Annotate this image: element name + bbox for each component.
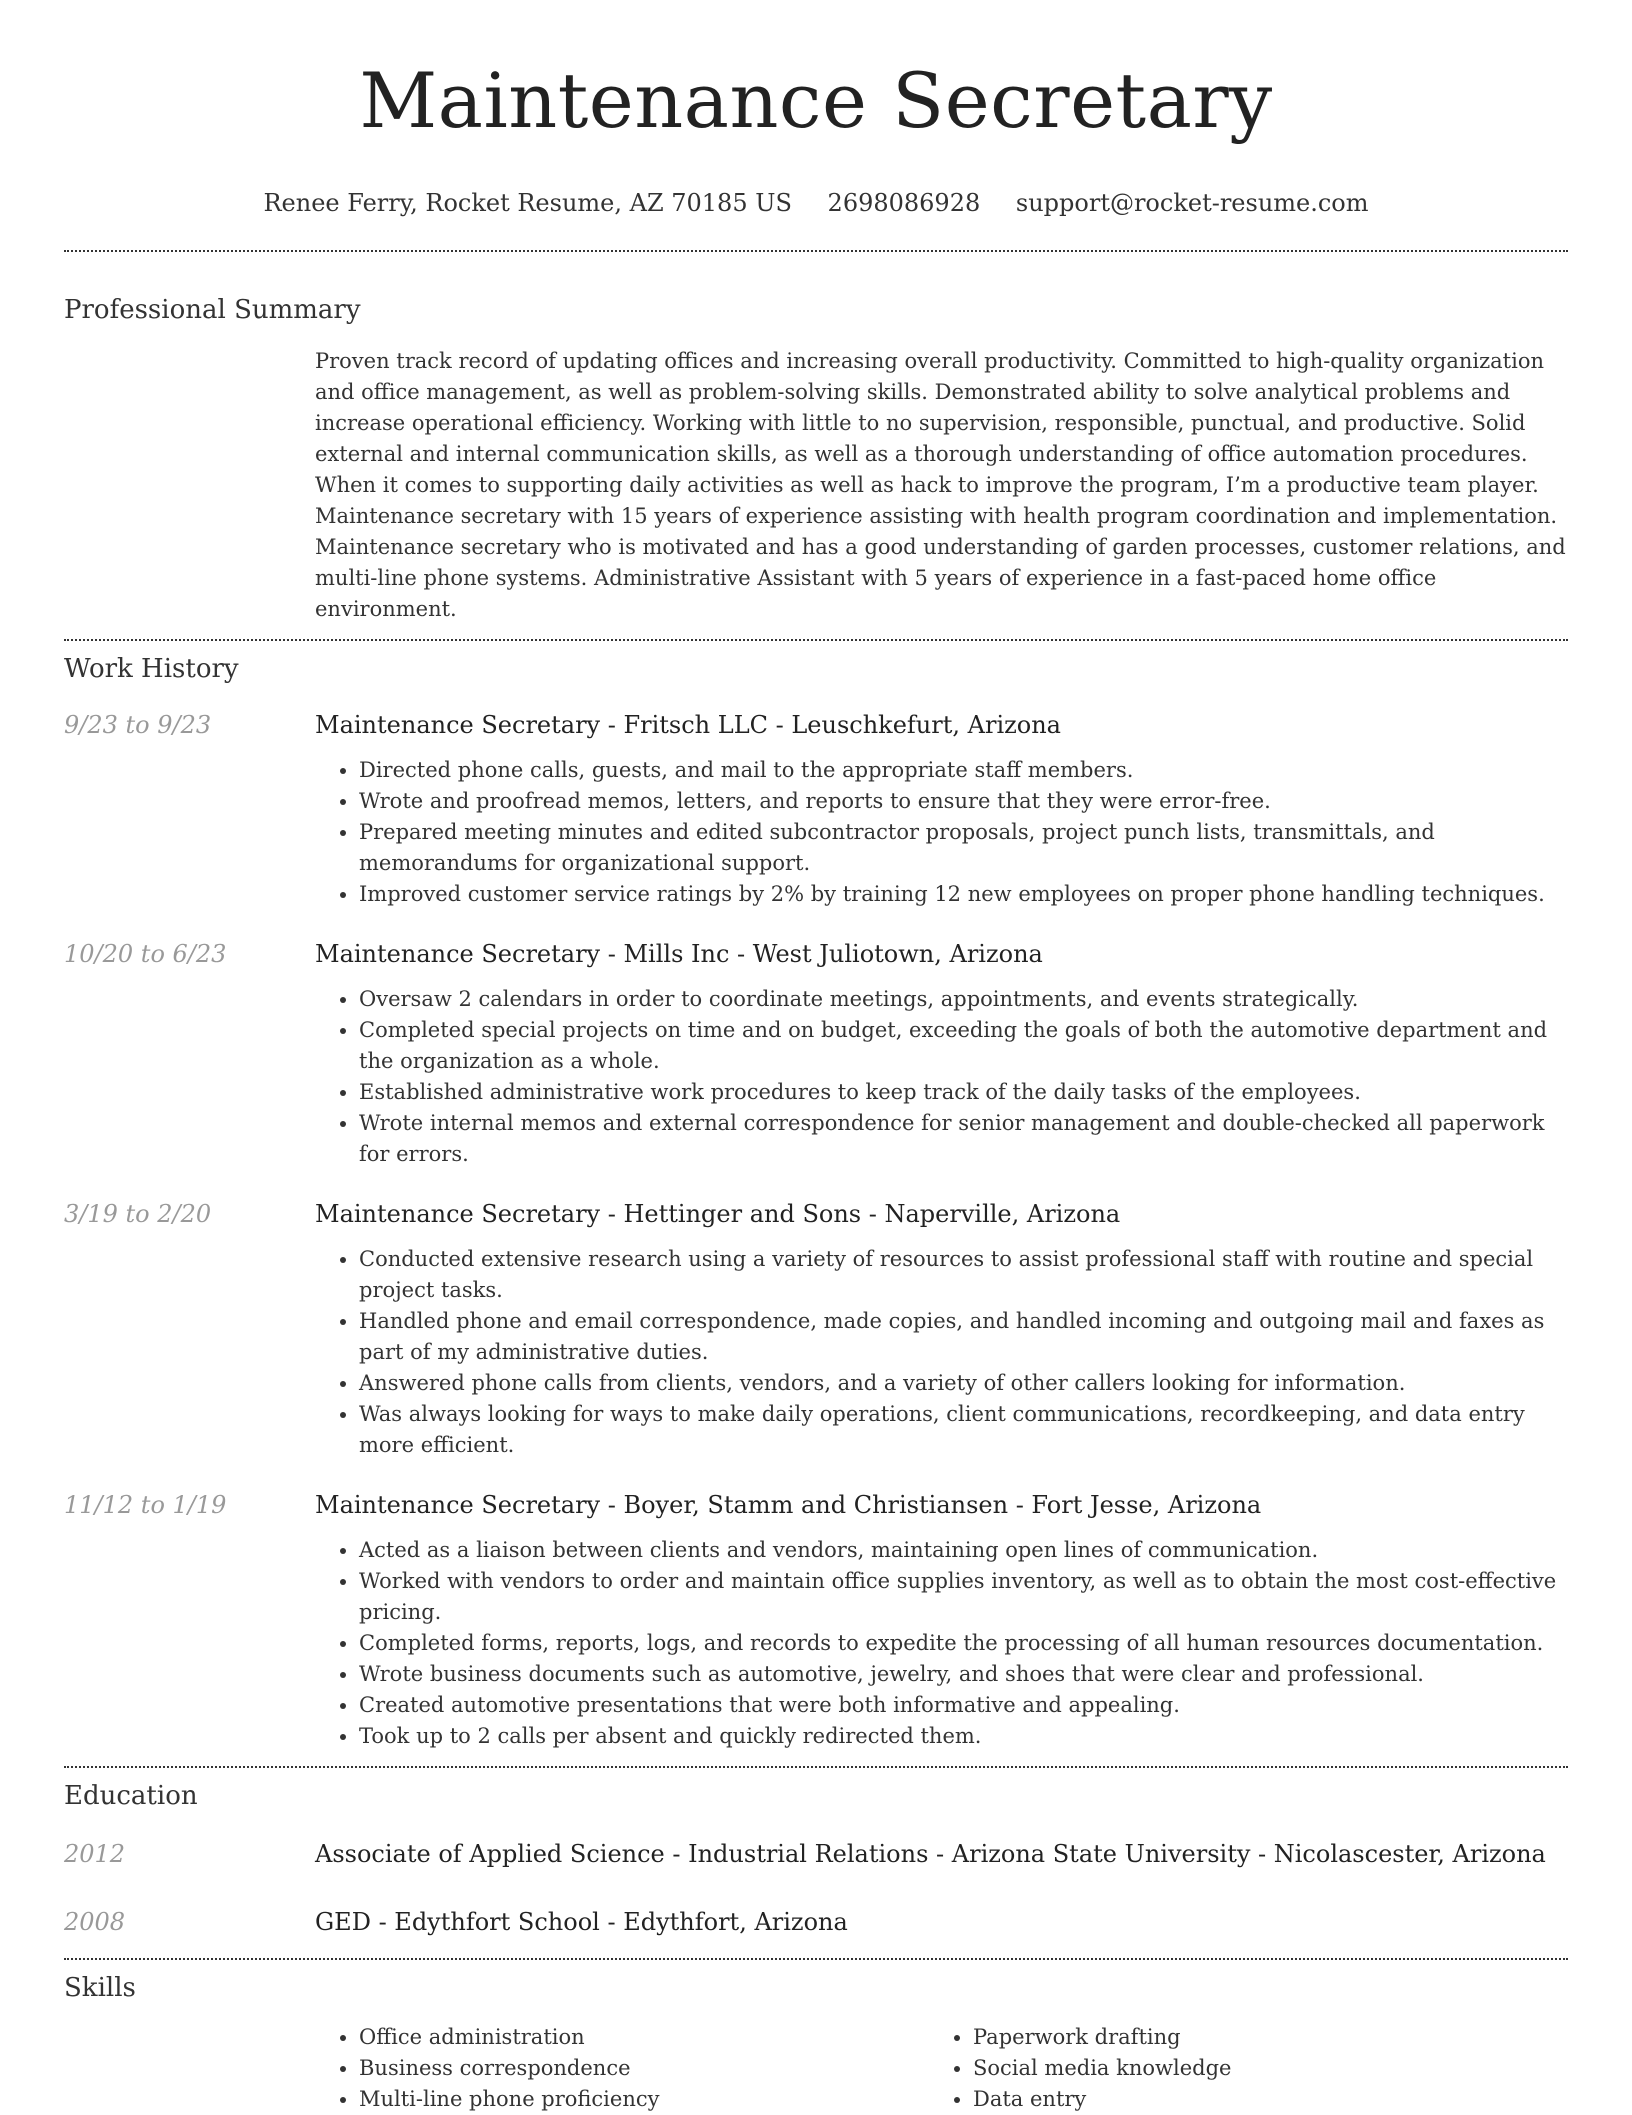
job-bullet: • Established administrative work procedures to keep track of the daily tasks of the employees.	[359, 1077, 1568, 1108]
summary-text: Proven track record of updating offices and increasing overall productivity. Committed to high-quality organization and office management, as well as problem-solving skills. Demonstrated ability to solve analytical problems and increase operational efficiency. Working with little to no supervision, responsible, punctual, and productive. Solid external and internal communication skills, as well as a thorough understanding of office automation procedures. When it comes to supporting daily activities as well as hack to improve the program, I’m a productive team player. Maintenance secretary with 15 years of experience assisting with health program coordination and implementation. Maintenance secretary who is motivated and has a good understanding of garden processes, customer relations, and multi-line phone systems. Administrative Assistant with 5 years of experience in a fast-paced home office environment.	[315, 349, 1566, 621]
job-title: Maintenance Secretary - Hettinger and Sons - Naperville, Arizona	[315, 1200, 1121, 1228]
job-title: Maintenance Secretary - Boyer, Stamm and Christiansen - Fort Jesse, Arizona	[315, 1491, 1262, 1519]
skill-item: • Office administration	[359, 2022, 929, 2053]
skill-item: • Paperwork drafting	[973, 2022, 1543, 2053]
candidate-name: Maintenance Secretary	[359, 56, 1273, 145]
job-entry	[64, 1198, 1568, 1461]
divider	[64, 1958, 1568, 1960]
education-entry	[64, 1906, 1568, 1938]
job-bullet: • Handled phone and email correspondence, made copies, and handled incoming and outgoing mail and faxes as part of my administrative duties.	[359, 1306, 1568, 1368]
job-bullet: • Directed phone calls, guests, and mail to the appropriate staff members.	[359, 755, 1568, 786]
job-entry	[64, 1489, 1568, 1752]
job-title: Maintenance Secretary - Fritsch LLC - Leuschkefurt, Arizona	[315, 711, 1061, 739]
job-bullet: • Completed forms, reports, logs, and records to expedite the processing of all human resources documentation.	[359, 1628, 1568, 1659]
contact-line	[64, 188, 1568, 218]
job-bullets	[315, 984, 1568, 1170]
job-bullets	[315, 1535, 1568, 1752]
job-bullet: • Wrote internal memos and external correspondence for senior management and double-checked all paperwork for errors.	[359, 1108, 1568, 1170]
job-title: Maintenance Secretary - Mills Inc - West Juliotown, Arizona	[315, 940, 1043, 968]
job-entry	[64, 709, 1568, 910]
education-title: GED - Edythfort School - Edythfort, Arizona	[315, 1908, 848, 1936]
contact-email: support@rocket-resume.com	[1015, 189, 1369, 217]
job-bullets	[315, 755, 1568, 910]
education-heading: Education	[64, 1781, 198, 1811]
education-title: Associate of Applied Science - Industrial Relations - Arizona State University - Nicolascester, Arizona	[315, 1840, 1546, 1868]
divider	[64, 250, 1568, 252]
job-bullet: • Prepared meeting minutes and edited subcontractor proposals, project punch lists, transmittals, and memorandums for organizational support.	[359, 817, 1568, 879]
contact-address: Renee Ferry, Rocket Resume, AZ 70185 US	[263, 189, 792, 217]
job-bullet: • Improved customer service ratings by 2% by training 12 new employees on proper phone handling techniques.	[359, 879, 1568, 910]
skill-item: • Social media knowledge	[973, 2053, 1543, 2084]
contact-phone: 2698086928	[827, 189, 981, 217]
job-bullet: • Answered phone calls from clients, vendors, and a variety of other callers looking for information.	[359, 1368, 1568, 1399]
job-date: 10/20 to 6/23	[64, 940, 227, 968]
skills-heading: Skills	[64, 1973, 136, 2003]
job-bullet: • Completed special projects on time and on budget, exceeding the goals of both the automotive department and the organization as a whole.	[359, 1015, 1568, 1077]
job-date: 3/19 to 2/20	[64, 1200, 212, 1228]
skills-column-right	[929, 2022, 1543, 2115]
work-history-heading: Work History	[64, 654, 239, 684]
divider	[64, 639, 1568, 641]
summary-heading: Professional Summary	[64, 295, 361, 325]
skill-item: • Multi-line phone proficiency	[359, 2084, 929, 2115]
skill-item: • Data entry	[973, 2084, 1543, 2115]
skills-list	[315, 2022, 1568, 2115]
education-date: 2008	[64, 1908, 126, 1936]
education-date: 2012	[64, 1840, 126, 1868]
job-bullet: • Created automotive presentations that were both informative and appealing.	[359, 1690, 1568, 1721]
job-bullet: • Took up to 2 calls per absent and quickly redirected them.	[359, 1721, 1568, 1752]
skills-column-left	[315, 2022, 929, 2115]
skill-item: • Business correspondence	[359, 2053, 929, 2084]
job-bullet: • Was always looking for ways to make daily operations, client communications, recordkeeping, and data entry more efficient.	[359, 1399, 1568, 1461]
job-date: 11/12 to 1/19	[64, 1491, 227, 1519]
job-bullet: • Wrote and proofread memos, letters, and reports to ensure that they were error-free.	[359, 786, 1568, 817]
job-bullet: • Oversaw 2 calendars in order to coordinate meetings, appointments, and events strategically.	[359, 984, 1568, 1015]
job-bullet: • Wrote business documents such as automotive, jewelry, and shoes that were clear and professional.	[359, 1659, 1568, 1690]
resume-page	[64, 0, 1568, 2115]
divider	[64, 1766, 1568, 1768]
job-bullet: • Worked with vendors to order and maintain office supplies inventory, as well as to obtain the most cost-effective pricing.	[359, 1566, 1568, 1628]
job-bullet: • Acted as a liaison between clients and vendors, maintaining open lines of communication.	[359, 1535, 1568, 1566]
job-bullet: • Conducted extensive research using a variety of resources to assist professional staff with routine and special project tasks.	[359, 1244, 1568, 1306]
education-entry	[64, 1838, 1568, 1870]
job-bullets	[315, 1244, 1568, 1461]
job-entry	[64, 938, 1568, 1170]
job-date: 9/23 to 9/23	[64, 711, 212, 739]
